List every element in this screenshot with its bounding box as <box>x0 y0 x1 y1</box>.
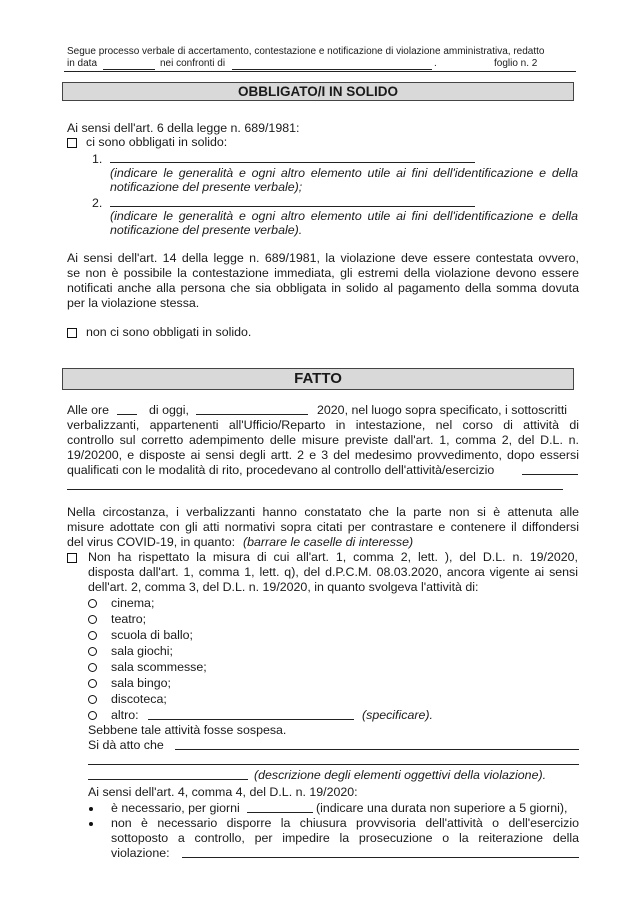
item-1-blank <box>110 162 475 163</box>
sebbene-text: Sebbene tale attività fosse sospesa. <box>88 723 287 737</box>
item-1-hint-1: (indicare le generalità e ogni altro elemento utile ai fini dell'identificazione e della <box>110 166 578 180</box>
si-da-atto-blank-1 <box>175 749 579 750</box>
intro-text: Ai sensi dell'art. 6 della legge n. 689/1981: <box>67 121 300 135</box>
bullet-1-text-a: è necessario, per giorni <box>111 801 240 815</box>
circostanza-line-2: misure adottate con gli atti normativi sopra citati per contrastare e contenere il diffondersi <box>67 520 579 534</box>
date-blank-fatto <box>196 414 308 415</box>
bullet-2-line-2: sottoposto a controllo, per impedire la prosecuzione o la reiterazione della <box>111 831 579 845</box>
bullet-1-text-b: (indicare una durata non superiore a 5 giorni), <box>316 801 568 815</box>
item-2-number: 2. <box>92 196 103 210</box>
radio-altro[interactable] <box>88 711 97 720</box>
si-da-atto-blank-2 <box>88 764 579 765</box>
radio-sala-scommesse[interactable] <box>88 663 97 672</box>
checkbox-non-ci-sono[interactable] <box>67 328 77 338</box>
radio-scuola-di-ballo[interactable] <box>88 631 97 640</box>
activity-sala-bingo: sala bingo; <box>111 676 171 690</box>
name-blank <box>232 69 432 70</box>
activity-sala-giochi: sala giochi; <box>111 644 173 658</box>
checkbox-non-rispettato[interactable] <box>67 553 77 563</box>
activity-altro: altro: <box>111 708 139 722</box>
opt-yes-label: ci sono obbligati in solido: <box>86 135 228 149</box>
header-line-1: Segue processo verbale di accertamento, contestazione e notificazione di violazione amministrativa, redatto <box>67 46 545 57</box>
fatto-line-3: controllo sul corretto adempimento delle misure previste dall'art. 1, comma 2, del D.L. n. <box>67 433 579 447</box>
activity-scuola-di-ballo: scuola di ballo; <box>111 628 193 642</box>
date-blank <box>103 69 155 70</box>
non-rispettato-line-3: dell'art. 2, comma 3, del D.L. n. 19/2020, in quanto svolgeva l'attività di: <box>88 580 479 594</box>
violazione-blank <box>182 857 579 858</box>
fatto-line-5: qualificati con le modalità di rito, procedevano al controllo dell'attività/esercizio <box>67 463 495 477</box>
fatto-line-4: 19/20200, e disposte ai sensi degli artt. 2 e 3 del medesimo provvedimento, dopo essersi <box>67 448 579 462</box>
descrizione-hint: (descrizione degli elementi oggettivi della violazione). <box>254 768 547 782</box>
bullet-2-line-3: violazione: <box>111 846 170 860</box>
circostanza-hint: (barrare le caselle di interesse) <box>243 535 414 549</box>
item-2-hint-1: (indicare le generalità e ogni altro elemento utile ai fini dell'identificazione e della <box>110 209 578 223</box>
para-line-1: Ai sensi dell'art. 14 della legge n. 689/1981, la violazione deve essere contestata ovvero, <box>67 251 579 265</box>
bullet-1 <box>89 807 93 811</box>
radio-cinema[interactable] <box>88 599 97 608</box>
para-line-4: per la violazione stessa. <box>67 296 200 310</box>
si-da-atto-text: Si dà atto che <box>88 738 164 752</box>
item-2-hint-2: notificazione del presente verbale). <box>110 223 303 237</box>
activity-cinema: cinema; <box>111 596 155 610</box>
esercizio-blank-2 <box>67 489 563 490</box>
altro-blank <box>148 719 354 720</box>
item-1-hint-2: notificazione del presente verbale); <box>110 180 303 194</box>
fatto-line-2: verbalizzanti, appartenenti all'Ufficio/Reparto in intestazione, nel corso di attività di <box>67 418 579 432</box>
si-da-atto-blank-3 <box>88 779 248 780</box>
circostanza-line-1: Nella circostanza, i verbalizzanti hanno constatato che la parte non si è attenuta alle <box>67 505 579 519</box>
activity-sala-scommesse: sala scommesse; <box>111 660 207 674</box>
page-label: foglio n. 2 <box>494 58 538 69</box>
fatto-line-1-rest: 2020, nel luogo sopra specificato, i sottoscritti <box>317 403 568 417</box>
esercizio-blank-1 <box>522 474 578 475</box>
section-title-fatto: FATTO <box>62 368 574 390</box>
art4-text: Ai sensi dell'art. 4, comma 4, del D.L. n. 19/2020: <box>88 785 358 799</box>
header-mid: nei confronti di <box>160 58 226 69</box>
circostanza-line-3: del virus COVID-19, in quanto: <box>67 535 236 549</box>
radio-sala-bingo[interactable] <box>88 679 97 688</box>
checkbox-ci-sono[interactable] <box>67 138 77 148</box>
giorni-blank <box>247 812 313 813</box>
activity-discoteca: discoteca; <box>111 692 167 706</box>
item-1-number: 1. <box>92 152 103 166</box>
activity-teatro: teatro; <box>111 612 147 626</box>
radio-discoteca[interactable] <box>88 695 97 704</box>
header-prefix: in data <box>67 58 98 69</box>
fatto-oggi-label: di oggi, <box>149 403 189 417</box>
header-dot: . <box>434 58 437 69</box>
radio-teatro[interactable] <box>88 615 97 624</box>
specificare-hint: (specificare). <box>362 708 433 722</box>
bullet-2-line-1: non è necessario disporre la chiusura provvisoria dell'attività o dell'esercizio <box>111 816 579 830</box>
radio-sala-giochi[interactable] <box>88 647 97 656</box>
ore-blank <box>117 414 137 415</box>
non-rispettato-line-2: disposta dall'art. 1, comma 1, lett. q), del d.P.C.M. 08.03.2020, ancora vigente ai sensi <box>88 565 578 579</box>
non-rispettato-line-1: Non ha rispettato la misura di cui all'art. 1, comma 2, lett. ), del D.L. n. 19/2020, <box>88 550 578 564</box>
para-line-3: notificati anche alla persona che sia obbligata in solido al pagamento della somma dovuta <box>67 281 579 295</box>
opt-no-label: non ci sono obbligati in solido. <box>86 325 252 339</box>
item-2-blank <box>110 206 475 207</box>
section-title-obbligati: OBBLIGATO/I IN SOLIDO <box>62 82 574 101</box>
bullet-2 <box>89 822 93 826</box>
para-line-2: se non è possibile la contestazione immediata, gli estremi della violazione devono essere <box>67 266 579 280</box>
fatto-ore-label: Alle ore <box>67 403 110 417</box>
header-divider <box>64 71 576 72</box>
